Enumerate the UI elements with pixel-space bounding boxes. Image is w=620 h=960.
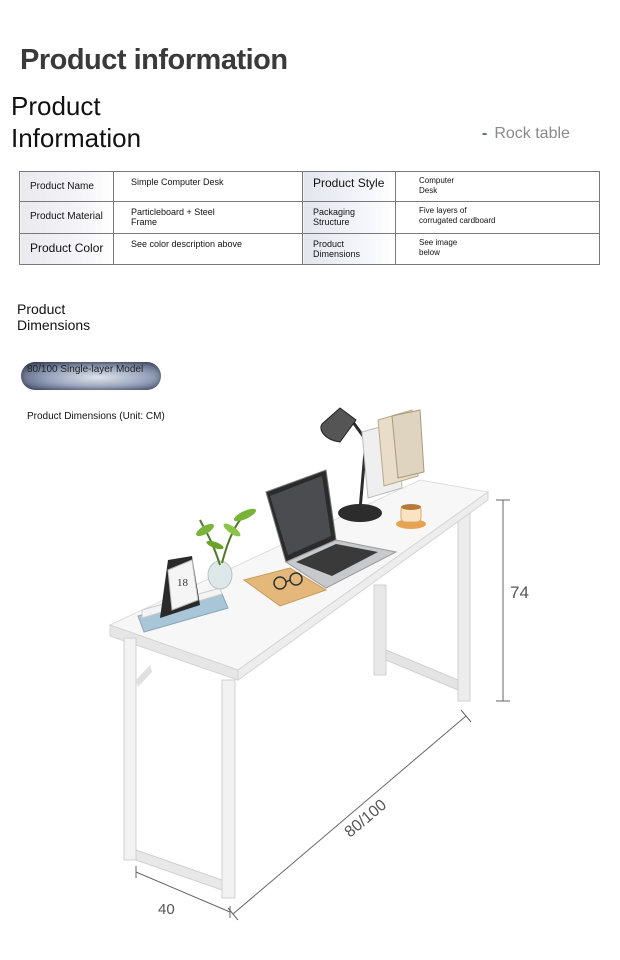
model-pill-label: 80/100 Single-layer Model (27, 364, 144, 375)
label-product-style: Product Style (303, 172, 396, 202)
tagline (482, 125, 570, 143)
value-product-material-line2: Frame (131, 217, 158, 228)
value-product-style-line2: Desk (419, 186, 438, 195)
height-label: 74 (510, 583, 529, 602)
calendar-number: 18 (177, 577, 188, 589)
label-packaging-line1: Packaging (313, 207, 356, 218)
section-title-line2: Information (11, 123, 142, 153)
value-dimensions-line1: See image (419, 237, 458, 247)
value-product-dimensions (396, 233, 600, 264)
label-product-name: Product Name (20, 172, 114, 202)
tagline-text: Rock table (494, 125, 570, 142)
desk-illustration (0, 380, 620, 960)
value-product-material (114, 202, 303, 233)
value-packaging-structure (396, 202, 600, 233)
value-product-name: Simple Computer Desk (114, 172, 303, 202)
banner-title: Product information (20, 44, 288, 76)
table-row (20, 172, 600, 202)
label-product-color: Product Color (20, 233, 114, 264)
label-packaging-structure (303, 202, 396, 233)
value-product-style-line1: Computer (419, 176, 455, 185)
label-dimensions-line1: Product (313, 238, 345, 249)
dimensions-title-line1: Product (17, 301, 66, 317)
label-product-material: Product Material (20, 202, 114, 233)
table-row (20, 202, 600, 233)
desk-front-frame (124, 638, 235, 898)
section-title (11, 90, 141, 154)
value-product-material-line1: Particleboard + Steel (131, 207, 215, 218)
dimensions-title-line2: Dimensions (17, 317, 91, 333)
section-title-line1: Product (11, 91, 101, 121)
value-product-color: See color description above (114, 233, 303, 264)
table-row (20, 233, 600, 264)
value-dimensions-line2: below (419, 247, 440, 257)
tagline-dash: - (482, 125, 488, 142)
product-info-table (19, 171, 600, 265)
label-packaging-line2: Structure (313, 217, 350, 228)
value-packaging-line1: Five layers of (419, 206, 467, 216)
label-product-dimensions (303, 233, 396, 264)
length-label: 80/100 (341, 796, 391, 842)
dimensions-title (17, 301, 90, 333)
height-dimension (496, 500, 529, 701)
value-packaging-line2: corrugated cardboard (419, 216, 496, 226)
value-product-style (396, 172, 600, 202)
depth-label: 40 (158, 901, 175, 918)
dimensions-caption: Product Dimensions (Unit: CM) (27, 411, 165, 422)
label-dimensions-line2: Dimensions (313, 248, 361, 259)
length-dimension (228, 710, 471, 920)
